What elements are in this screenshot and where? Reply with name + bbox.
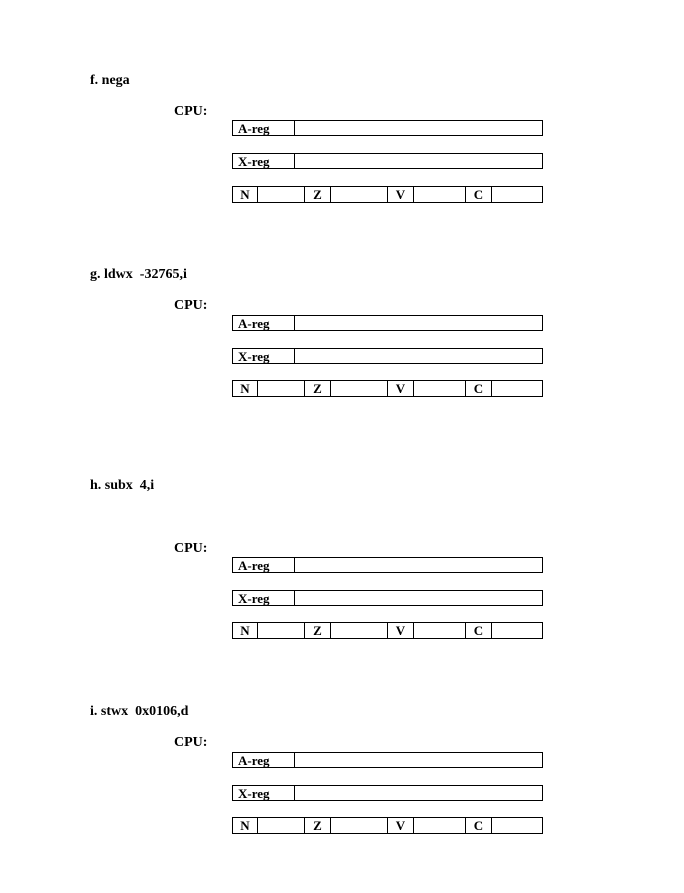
flag-v-label: V (388, 381, 414, 396)
flag-z-value[interactable] (331, 818, 388, 833)
flag-v-value[interactable] (414, 187, 466, 202)
a-register-box (232, 120, 543, 136)
flag-c-label: C (466, 381, 492, 396)
status-flags-box (232, 817, 543, 834)
flag-z-label: Z (305, 187, 331, 202)
a-register-value[interactable] (295, 558, 542, 572)
status-flags-box (232, 622, 543, 639)
flag-v-label: V (388, 187, 414, 202)
x-register-value[interactable] (295, 786, 542, 800)
flag-z-label: Z (305, 623, 331, 638)
a-register-label: A-reg (233, 316, 295, 330)
x-register-label: X-reg (233, 349, 295, 363)
flag-v-value[interactable] (414, 623, 466, 638)
a-register-label: A-reg (233, 753, 295, 767)
flag-n-label: N (233, 381, 258, 396)
flag-c-label: C (466, 623, 492, 638)
flag-n-value[interactable] (258, 818, 305, 833)
x-register-box (232, 153, 543, 169)
a-register-value[interactable] (295, 121, 542, 135)
x-register-box (232, 590, 543, 606)
x-register-value[interactable] (295, 591, 542, 605)
a-register-box (232, 557, 543, 573)
cpu-label: CPU: (174, 104, 208, 119)
a-register-label: A-reg (233, 121, 295, 135)
x-register-label: X-reg (233, 591, 295, 605)
flag-n-value[interactable] (258, 623, 305, 638)
flag-c-value[interactable] (492, 818, 542, 833)
a-register-box (232, 315, 543, 331)
flag-n-label: N (233, 623, 258, 638)
flag-n-value[interactable] (258, 187, 305, 202)
a-register-value[interactable] (295, 753, 542, 767)
x-register-label: X-reg (233, 786, 295, 800)
flag-z-value[interactable] (331, 623, 388, 638)
flag-v-value[interactable] (414, 818, 466, 833)
flag-c-label: C (466, 187, 492, 202)
x-register-box (232, 348, 543, 364)
flag-c-value[interactable] (492, 187, 542, 202)
x-register-value[interactable] (295, 349, 542, 363)
x-register-label: X-reg (233, 154, 295, 168)
flag-v-label: V (388, 818, 414, 833)
a-register-value[interactable] (295, 316, 542, 330)
flag-z-value[interactable] (331, 187, 388, 202)
instruction-label: g. ldwx -32765,i (90, 267, 187, 282)
status-flags-box (232, 380, 543, 397)
cpu-label: CPU: (174, 298, 208, 313)
flag-c-value[interactable] (492, 381, 542, 396)
cpu-label: CPU: (174, 735, 208, 750)
flag-z-label: Z (305, 381, 331, 396)
flag-n-label: N (233, 187, 258, 202)
status-flags-box (232, 186, 543, 203)
a-register-box (232, 752, 543, 768)
instruction-label: f. nega (90, 73, 130, 88)
flag-n-label: N (233, 818, 258, 833)
a-register-label: A-reg (233, 558, 295, 572)
flag-z-label: Z (305, 818, 331, 833)
x-register-value[interactable] (295, 154, 542, 168)
x-register-box (232, 785, 543, 801)
instruction-label: i. stwx 0x0106,d (90, 704, 189, 719)
flag-n-value[interactable] (258, 381, 305, 396)
flag-c-label: C (466, 818, 492, 833)
instruction-label: h. subx 4,i (90, 478, 155, 493)
cpu-label: CPU: (174, 541, 208, 556)
flag-v-label: V (388, 623, 414, 638)
flag-c-value[interactable] (492, 623, 542, 638)
flag-z-value[interactable] (331, 381, 388, 396)
flag-v-value[interactable] (414, 381, 466, 396)
